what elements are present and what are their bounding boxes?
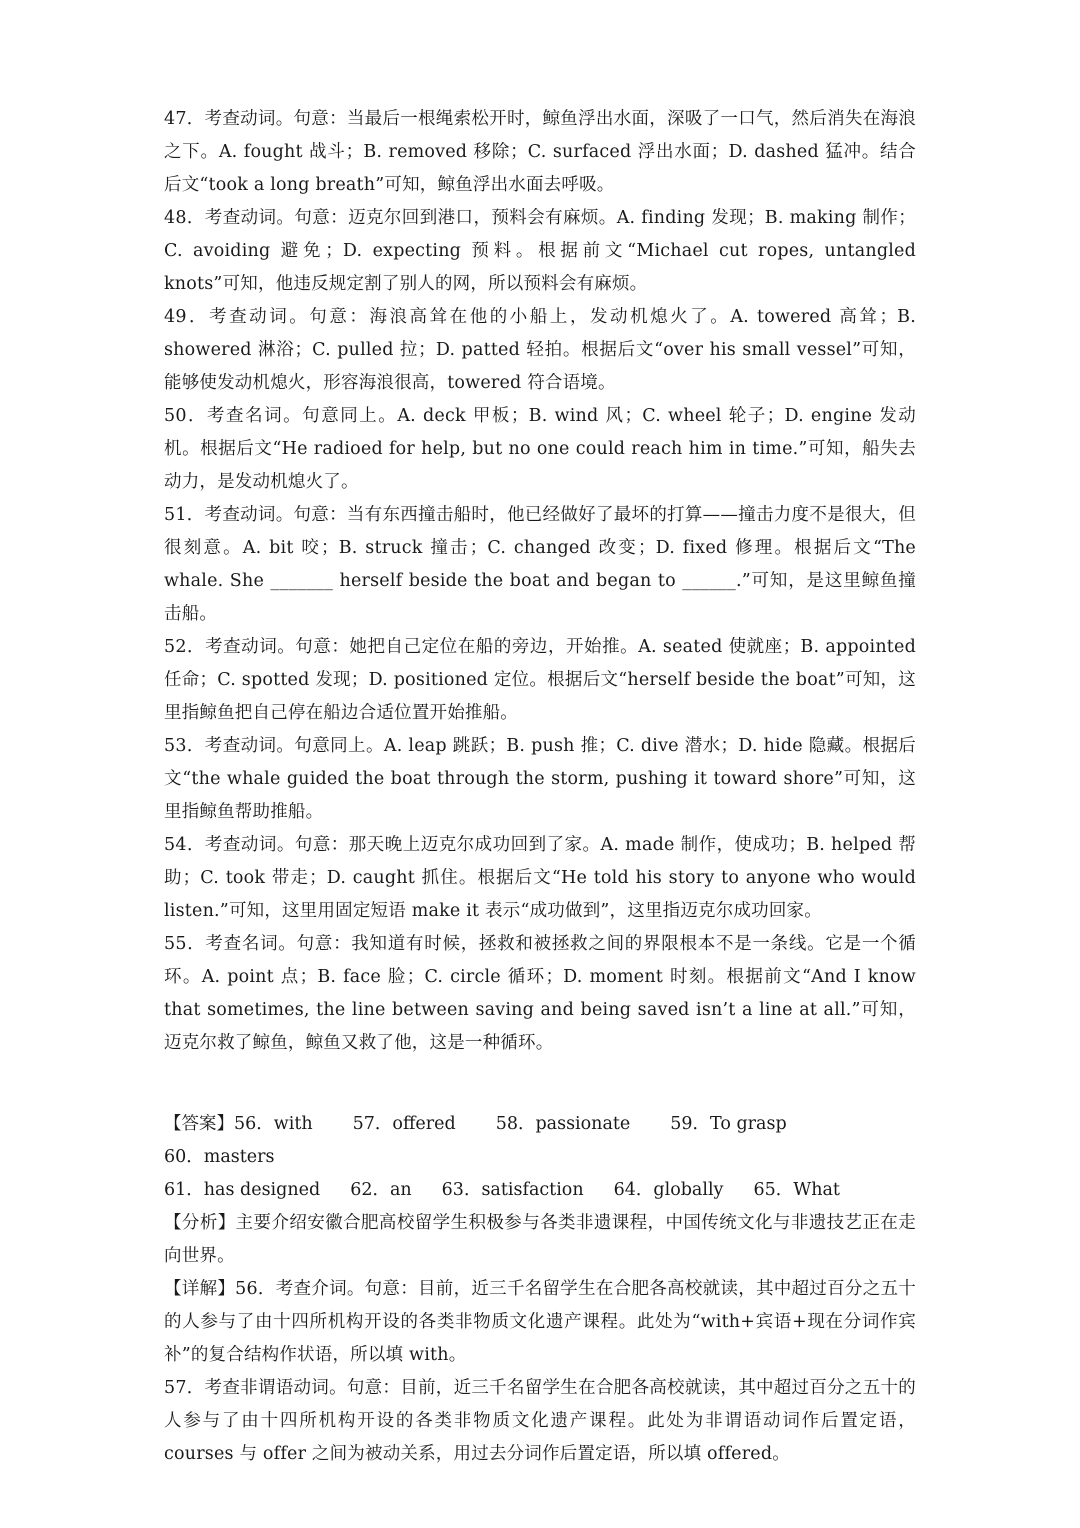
explanation-50: 50．考查名词。句意同上。A. deck 甲板；B. wind 风；C. wheel 轮子；D. engine 发动机。根据后文“He radioed for help, but no one could reach him in time.”可知，船失去动力，是发动机熄火了。 xyxy=(164,406,916,492)
answer-tag: 【答案】 xyxy=(164,1114,234,1134)
answer-key-row-2 xyxy=(164,1174,916,1207)
analysis-paragraph: 【分析】主要介绍安徽合肥高校留学生积极参与各类非遗课程，中国传统文化与非遗技艺正在走向世界。 xyxy=(164,1213,916,1266)
answer-item: 61．has designed xyxy=(164,1180,321,1200)
explanation-51: 51．考查动词。句意：当有东西撞击船时，他已经做好了最坏的打算——撞击力度不是很大，但很刻意。A. bit 咬；B. struck 撞击；C. changed 改变；D. fixed 修理。根据后文“The whale. She _______ herself beside the boat and began to ______.”可知，是这里鲸鱼撞击船。 xyxy=(164,505,922,624)
explanation-55: 55．考查名词。句意：我知道有时候，拯救和被拯救之间的界限根本不是一条线。它是一个循环。A. point 点；B. face 脸；C. circle 循环；D. moment 时刻。根据前文“And I know that sometimes, the line between saving and being saved isn’t a line at all.”可知，迈克尔救了鲸鱼，鲸鱼又救了他，这是一种循环。 xyxy=(164,934,922,1053)
section-gap xyxy=(164,1060,916,1108)
detail-57: 57．考查非谓语动词。句意：目前，近三千名留学生在合肥各高校就读，其中超过百分之五十的人参与了由十四所机构开设的各类非物质文化遗产课程。此处为非谓语动词作后置定语，courses 与 offer 之间为被动关系，用过去分词作后置定语，所以填 offered。 xyxy=(164,1378,916,1464)
answer-item: 64．globally xyxy=(613,1180,724,1200)
document-content xyxy=(164,103,922,1471)
detail-56: 【详解】56．考查介词。句意：目前，近三千名留学生在合肥各高校就读，其中超过百分之五十的人参与了由十四所机构开设的各类非物质文化遗产课程。此处为“with+宾语+现在分词作宾补”的复合结构作状语，所以填 with。 xyxy=(164,1279,916,1365)
answer-item: 65．What xyxy=(753,1180,840,1200)
explanation-48: 48．考查动词。句意：迈克尔回到港口，预料会有麻烦。A. finding 发现；B. making 制作；C. avoiding 避免；D. expecting 预料。根据前文“Michael cut ropes, untangled knots”可知，他违反规定割了别人的网，所以预料会有麻烦。 xyxy=(164,208,922,294)
explanation-53: 53．考查动词。句意同上。A. leap 跳跃；B. push 推；C. dive 潜水；D. hide 隐藏。根据后文“the whale guided the boat through the storm, pushing it toward shore”可知，这里指鲸鱼帮助推船。 xyxy=(164,736,916,822)
answer-item: 56．with xyxy=(234,1114,313,1134)
answer-key-row-1 xyxy=(164,1108,916,1174)
explanation-54: 54．考查动词。句意：那天晚上迈克尔成功回到了家。A. made 制作，使成功；B. helped 帮助；C. took 带走；D. caught 抓住。根据后文“He told his story to anyone who would listen.”可知，这里用固定短语 make it 表示“成功做到”，这里指迈克尔成功回家。 xyxy=(164,835,922,921)
explanation-49: 49．考查动词。句意：海浪高耸在他的小船上，发动机熄火了。A. towered 高耸；B. showered 淋浴；C. pulled 拉；D. patted 轻拍。根据后文“over his small vessel”可知，能够使发动机熄火，形容海浪很高，towered 符合语境。 xyxy=(164,307,922,393)
answer-item: 58．passionate xyxy=(495,1114,631,1134)
answer-item: 63．satisfaction xyxy=(441,1180,584,1200)
answer-item: 57．offered xyxy=(352,1114,456,1134)
answer-item: 60．masters xyxy=(164,1147,275,1167)
answer-item: 59．To grasp xyxy=(670,1114,787,1134)
answer-item: 62．an xyxy=(350,1180,412,1200)
explanation-47: 47．考查动词。句意：当最后一根绳索松开时，鲸鱼浮出水面，深吸了一口气，然后消失在海浪之下。A. fought 战斗；B. removed 移除；C. surfaced 浮出水面；D. dashed 猛冲。结合后文“took a long breath”可知，鲸鱼浮出水面去呼吸。 xyxy=(164,109,916,195)
explanation-52: 52．考查动词。句意：她把自己定位在船的旁边，开始推。A. seated 使就座；B. appointed 任命；C. spotted 发现；D. positioned 定位。根据后文“herself beside the boat”可知，这里指鲸鱼把自己停在船边合适位置开始推船。 xyxy=(164,637,922,723)
